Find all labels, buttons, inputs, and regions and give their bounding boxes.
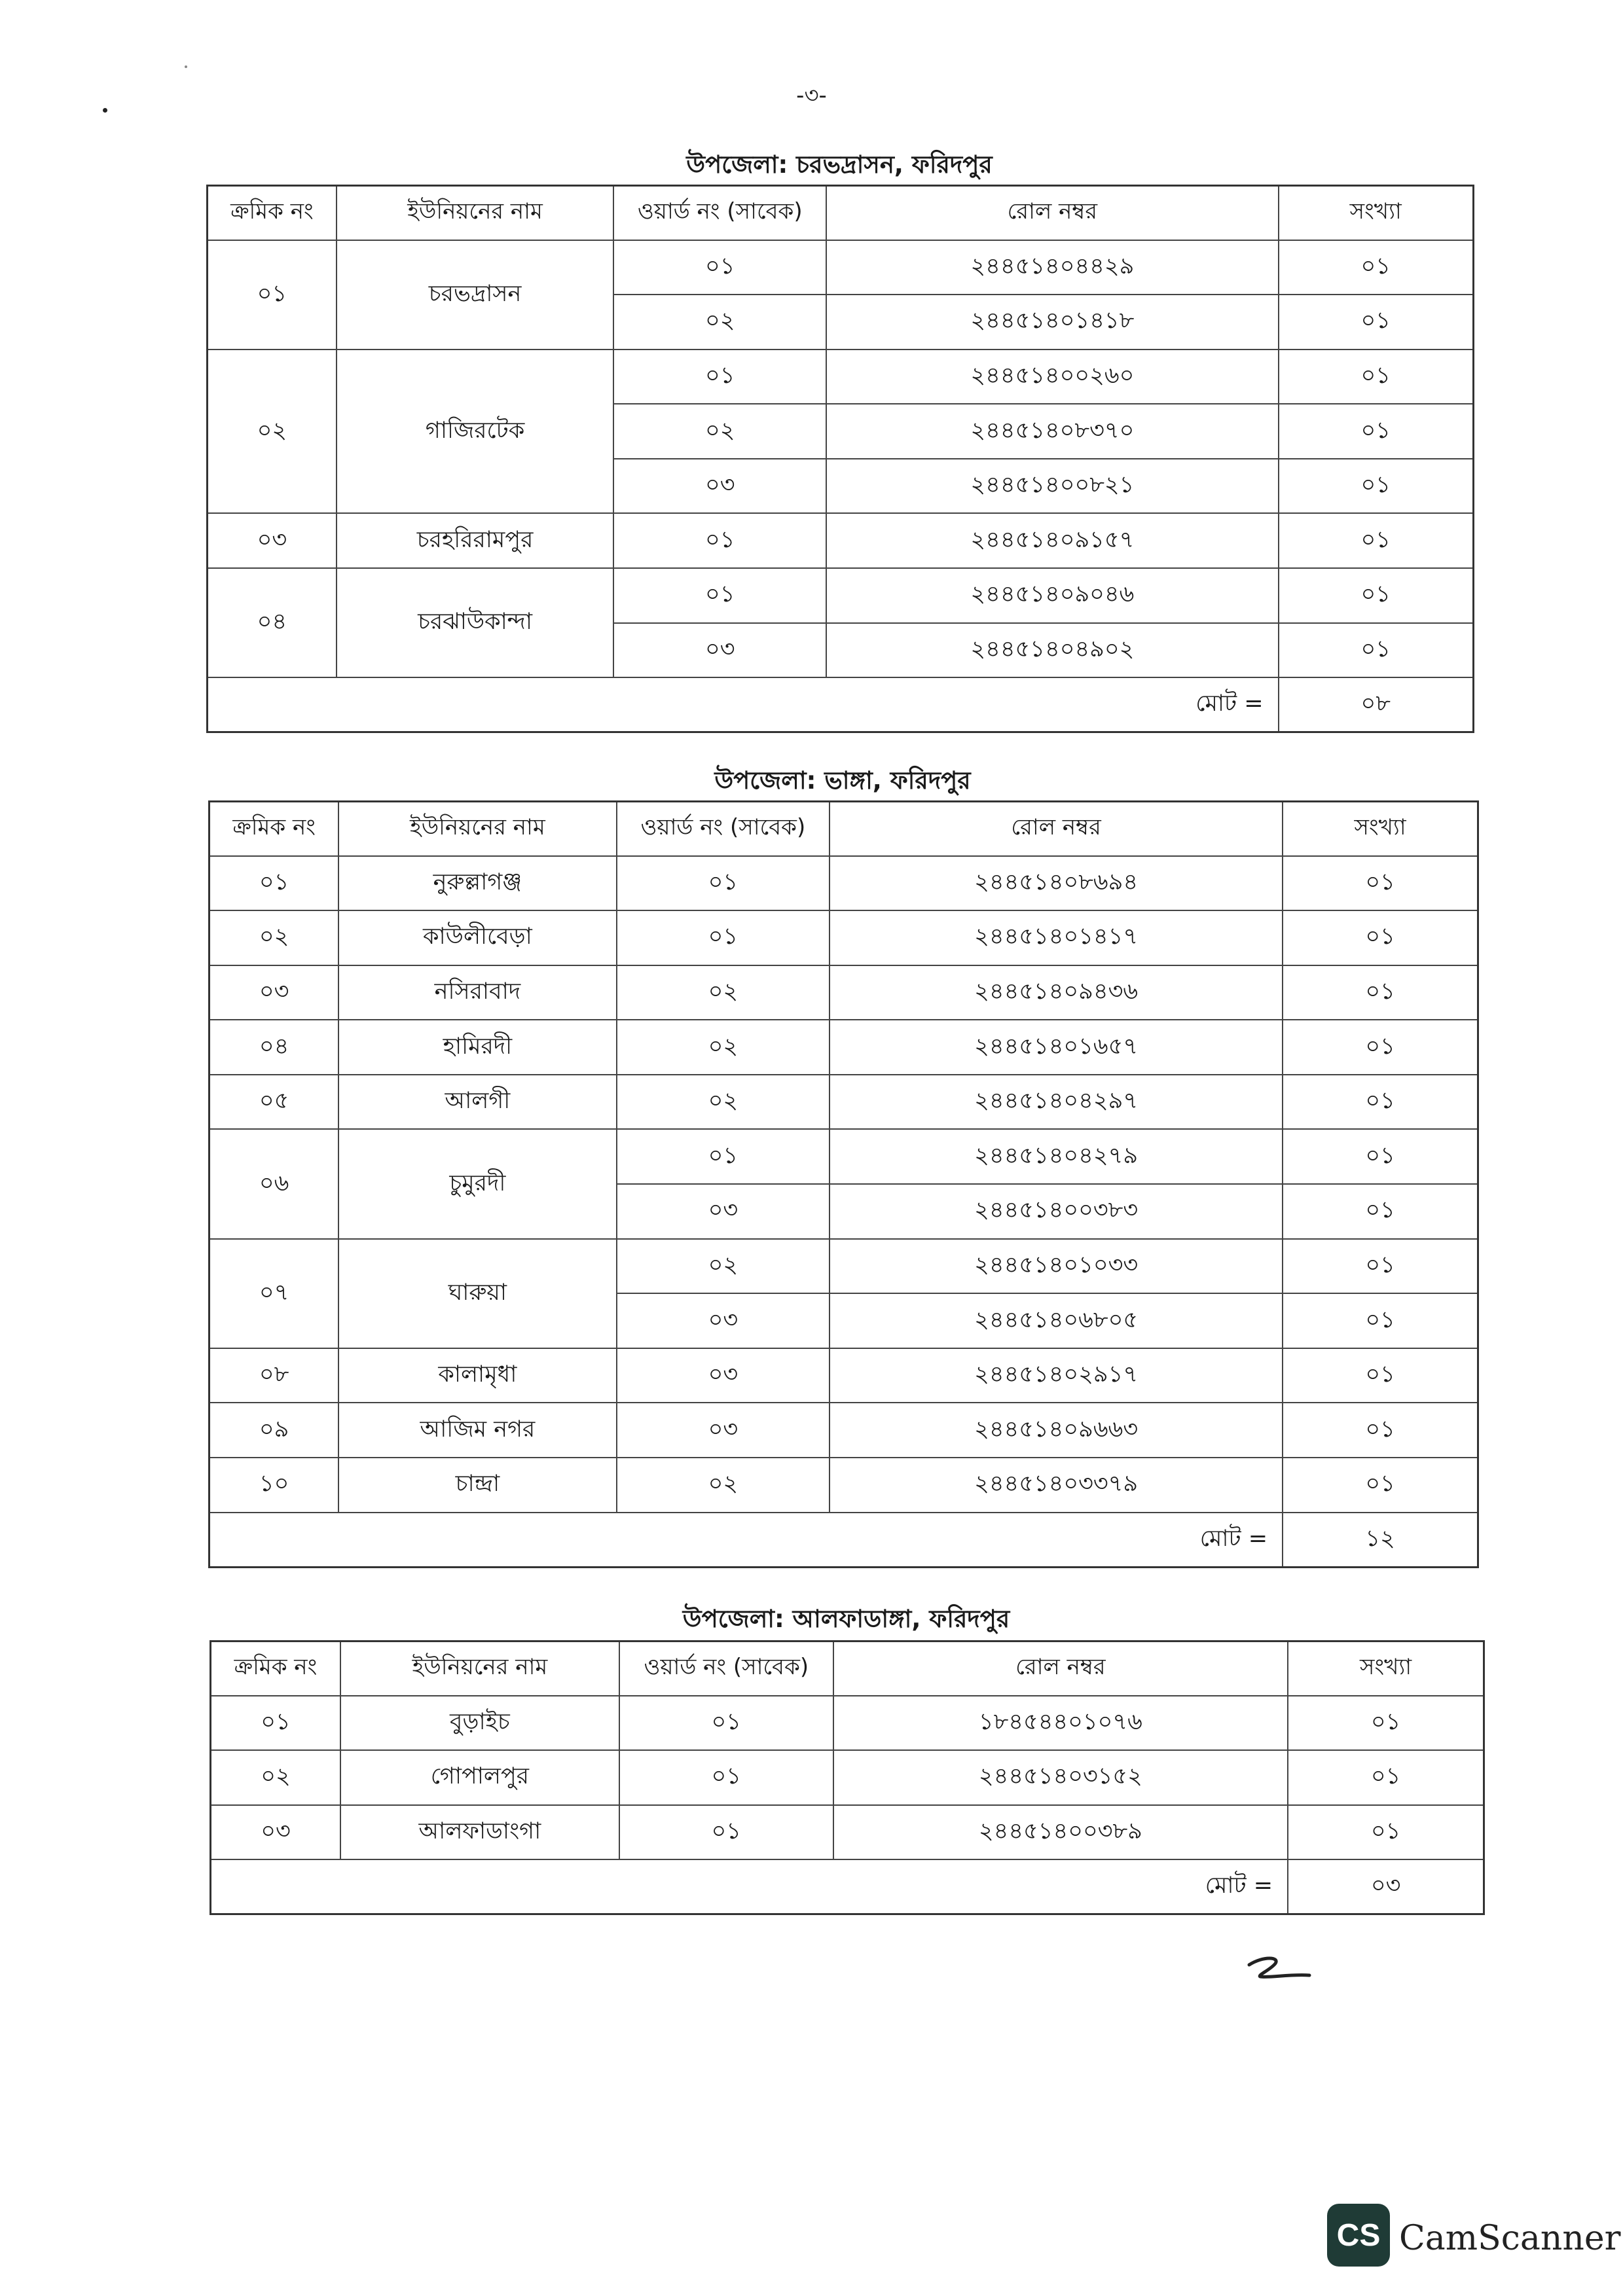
table-header-row <box>208 186 1474 240</box>
camscanner-logo-icon <box>1326 2202 1391 2268</box>
ward-cell: ০৩ <box>613 623 826 678</box>
table-row <box>210 856 1478 911</box>
count-cell: ০১ <box>1283 1293 1478 1348</box>
table-header-row <box>210 802 1478 856</box>
union-name-cell: বুড়াইচ <box>340 1696 619 1751</box>
total-value: ০৮ <box>1279 677 1474 732</box>
header-roll: রোল নম্বর <box>830 802 1283 856</box>
union-name-cell: চুমুরদী <box>338 1129 616 1238</box>
serial-cell: ০৩ <box>210 965 339 1020</box>
section-title: উপজেলা: চরভদ্রাসন, ফরিদপুর <box>686 151 993 179</box>
count-cell: ০১ <box>1279 623 1474 678</box>
roll-number-cell: ২৪৪৫১৪০৯০৪৬ <box>826 568 1278 623</box>
ward-cell: ০২ <box>617 1075 830 1130</box>
header-ward: ওয়ার্ড নং (সাবেক) <box>617 802 830 856</box>
serial-cell: ০৩ <box>208 513 337 568</box>
union-name-cell: কালামৃধা <box>338 1348 616 1403</box>
roll-table <box>210 1640 1485 1915</box>
count-cell: ০১ <box>1279 459 1474 514</box>
serial-cell: ০৮ <box>210 1348 339 1403</box>
total-row <box>210 1513 1478 1568</box>
roll-number-cell: ২৪৪৫১৪০১৪১৭ <box>830 910 1283 965</box>
ward-cell: ০৩ <box>617 1403 830 1458</box>
count-cell: ০১ <box>1279 240 1474 295</box>
serial-cell: ০২ <box>211 1750 340 1805</box>
ward-cell: ০১ <box>613 350 826 404</box>
header-union: ইউনিয়নের নাম <box>338 802 616 856</box>
roll-number-cell: ২৪৪৫১৪০৯১৫৭ <box>826 513 1278 568</box>
union-name-cell: গাজিরটেক <box>337 350 614 514</box>
table-row <box>211 1696 1484 1751</box>
page-number: -৩- <box>796 82 827 109</box>
header-ward: ওয়ার্ড নং (সাবেক) <box>613 186 826 240</box>
total-row <box>208 677 1474 732</box>
header-union: ইউনিয়নের নাম <box>340 1641 619 1696</box>
header-ward: ওয়ার্ড নং (সাবেক) <box>619 1641 833 1696</box>
roll-number-cell: ২৪৪৫১৪০০৩৮৩ <box>830 1184 1283 1239</box>
serial-cell: ০৩ <box>211 1805 340 1860</box>
total-row <box>211 1859 1484 1914</box>
roll-number-cell: ২৪৪৫১৪০০৩৮৯ <box>833 1805 1288 1860</box>
count-cell: ০১ <box>1288 1696 1484 1751</box>
ward-cell: ০৩ <box>617 1293 830 1348</box>
roll-number-cell: ২৪৪৫১৪০৩৩৭৯ <box>830 1458 1283 1513</box>
total-label: মোট = <box>210 1513 1283 1568</box>
union-name-cell: চরভদ্রাসন <box>337 240 614 350</box>
count-cell: ০১ <box>1279 568 1474 623</box>
count-cell: ০১ <box>1279 404 1474 459</box>
table-header-row <box>211 1641 1484 1696</box>
roll-table <box>208 800 1479 1568</box>
ward-cell: ০৩ <box>617 1184 830 1239</box>
count-cell: ০১ <box>1283 1020 1478 1075</box>
table-row <box>210 1348 1478 1403</box>
roll-number-cell: ২৪৪৫১৪০৪২৯৭ <box>830 1075 1283 1130</box>
header-serial: ক্রমিক নং <box>210 802 339 856</box>
section-title: উপজেলা: ভাঙ্গা, ফরিদপুর <box>714 766 971 795</box>
serial-cell: ০৫ <box>210 1075 339 1130</box>
ward-cell: ০২ <box>617 1458 830 1513</box>
ward-cell: ০৩ <box>617 1348 830 1403</box>
total-value: ১২ <box>1283 1513 1478 1568</box>
roll-number-cell: ২৪৪৫১৪০৪২৭৯ <box>830 1129 1283 1184</box>
header-count: সংখ্যা <box>1288 1641 1484 1696</box>
ward-cell: ০২ <box>613 404 826 459</box>
count-cell: ০১ <box>1283 1075 1478 1130</box>
ward-cell: ০২ <box>617 965 830 1020</box>
roll-number-cell: ২৪৪৫১৪০১৬৫৭ <box>830 1020 1283 1075</box>
roll-number-cell: ২৪৪৫১৪০০৮২১ <box>826 459 1278 514</box>
roll-number-cell: ২৪৪৫১৪০৮৬৯৪ <box>830 856 1283 911</box>
roll-number-cell: ২৪৪৫১৪০৬৮০৫ <box>830 1293 1283 1348</box>
ward-cell: ০১ <box>619 1805 833 1860</box>
header-serial: ক্রমিক নং <box>208 186 337 240</box>
table-row <box>208 350 1474 404</box>
count-cell: ০১ <box>1283 1348 1478 1403</box>
table-row <box>211 1805 1484 1860</box>
count-cell: ০১ <box>1279 513 1474 568</box>
header-count: সংখ্যা <box>1279 186 1474 240</box>
count-cell: ০১ <box>1288 1805 1484 1860</box>
ward-cell: ০২ <box>613 295 826 350</box>
ward-cell: ০১ <box>613 513 826 568</box>
total-label: মোট = <box>211 1859 1288 1914</box>
table-row <box>210 910 1478 965</box>
roll-number-cell: ২৪৪৫১৪০৮৩৭০ <box>826 404 1278 459</box>
count-cell: ০১ <box>1279 350 1474 404</box>
count-cell: ০১ <box>1283 965 1478 1020</box>
ward-cell: ০১ <box>617 856 830 911</box>
roll-table <box>206 185 1474 733</box>
ward-cell: ০২ <box>617 1020 830 1075</box>
total-label: মোট = <box>208 677 1279 732</box>
table-row <box>208 240 1474 295</box>
union-name-cell: আজিম নগর <box>338 1403 616 1458</box>
table-row <box>210 1075 1478 1130</box>
count-cell: ০১ <box>1283 856 1478 911</box>
union-name-cell: চরঝাউকান্দা <box>337 568 614 677</box>
union-name-cell: আলগী <box>338 1075 616 1130</box>
table-row <box>210 1020 1478 1075</box>
serial-cell: ০১ <box>208 240 337 350</box>
count-cell: ০১ <box>1283 1239 1478 1294</box>
table-row <box>210 1239 1478 1294</box>
camscanner-logo-text: CS <box>1336 2218 1381 2253</box>
union-name-cell: চান্দ্রা <box>338 1458 616 1513</box>
header-roll: রোল নম্বর <box>826 186 1278 240</box>
serial-cell: ০৬ <box>210 1129 339 1238</box>
roll-number-cell: ২৪৪৫১৪০৪৯০২ <box>826 623 1278 678</box>
roll-number-cell: ২৪৪৫১৪০৯৬৬৩ <box>830 1403 1283 1458</box>
header-union: ইউনিয়নের নাম <box>337 186 614 240</box>
table-row <box>210 1458 1478 1513</box>
union-name-cell: হামিরদী <box>338 1020 616 1075</box>
ward-cell: ০২ <box>617 1239 830 1294</box>
table-row <box>211 1750 1484 1805</box>
serial-cell: ০৭ <box>210 1239 339 1348</box>
count-cell: ০১ <box>1279 295 1474 350</box>
serial-cell: ০২ <box>210 910 339 965</box>
ward-cell: ০৩ <box>613 459 826 514</box>
serial-cell: ০৪ <box>208 568 337 677</box>
ward-cell: ০১ <box>613 568 826 623</box>
serial-cell: ০৪ <box>210 1020 339 1075</box>
table-row <box>208 568 1474 623</box>
header-serial: ক্রমিক নং <box>211 1641 340 1696</box>
roll-number-cell: ২৪৪৫১৪০১০৩৩ <box>830 1239 1283 1294</box>
serial-cell: ০২ <box>208 350 337 514</box>
ward-cell: ০১ <box>617 910 830 965</box>
count-cell: ০১ <box>1283 1184 1478 1239</box>
union-name-cell: গোপালপুর <box>340 1750 619 1805</box>
section-title: উপজেলা: আলফাডাঙ্গা, ফরিদপুর <box>682 1605 1010 1633</box>
scan-speck <box>185 65 187 68</box>
serial-cell: ০৯ <box>210 1403 339 1458</box>
ward-cell: ০১ <box>619 1750 833 1805</box>
table-row <box>210 1129 1478 1184</box>
roll-number-cell: ২৪৪৫১৪০৯৪৩৬ <box>830 965 1283 1020</box>
roll-number-cell: ১৮৪৫৪৪০১০৭৬ <box>833 1696 1288 1751</box>
union-name-cell: কাউলীবেড়া <box>338 910 616 965</box>
camscanner-brand: CamScanner <box>1399 2219 1621 2258</box>
union-name-cell: আলফাডাংগা <box>340 1805 619 1860</box>
serial-cell: ০১ <box>211 1696 340 1751</box>
union-name-cell: নুরুল্লাগঞ্জ <box>338 856 616 911</box>
ward-cell: ০১ <box>613 240 826 295</box>
roll-number-cell: ২৪৪৫১৪০১৪১৮ <box>826 295 1278 350</box>
serial-cell: ০১ <box>210 856 339 911</box>
count-cell: ০১ <box>1283 910 1478 965</box>
union-name-cell: চরহরিরামপুর <box>337 513 614 568</box>
header-count: সংখ্যা <box>1283 802 1478 856</box>
count-cell: ০১ <box>1283 1129 1478 1184</box>
roll-number-cell: ২৪৪৫১৪০৪৪২৯ <box>826 240 1278 295</box>
count-cell: ০১ <box>1288 1750 1484 1805</box>
union-name-cell: ঘারুয়া <box>338 1239 616 1348</box>
total-value: ০৩ <box>1288 1859 1484 1914</box>
count-cell: ০১ <box>1283 1458 1478 1513</box>
table-row <box>210 965 1478 1020</box>
initials-signature <box>1244 1950 1322 1990</box>
serial-cell: ১০ <box>210 1458 339 1513</box>
header-roll: রোল নম্বর <box>833 1641 1288 1696</box>
roll-number-cell: ২৪৪৫১৪০৩১৫২ <box>833 1750 1288 1805</box>
scan-speck <box>103 108 107 113</box>
roll-number-cell: ২৪৪৫১৪০২৯১৭ <box>830 1348 1283 1403</box>
count-cell: ০১ <box>1283 1403 1478 1458</box>
ward-cell: ০১ <box>617 1129 830 1184</box>
roll-number-cell: ২৪৪৫১৪০০২৬০ <box>826 350 1278 404</box>
ward-cell: ০১ <box>619 1696 833 1751</box>
table-row <box>210 1403 1478 1458</box>
union-name-cell: নসিরাবাদ <box>338 965 616 1020</box>
table-row <box>208 513 1474 568</box>
